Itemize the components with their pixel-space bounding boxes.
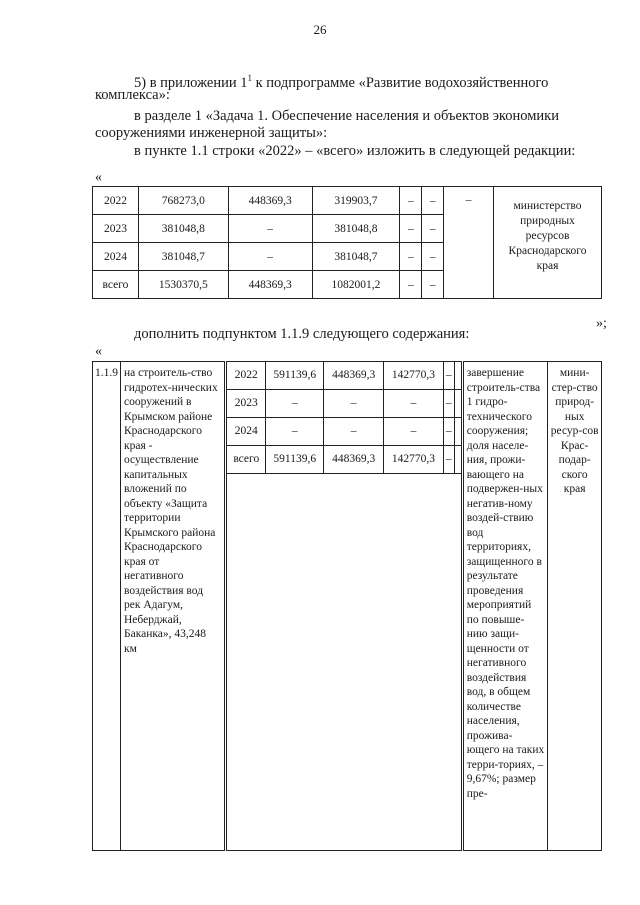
total-cell: 381048,8 <box>138 215 228 243</box>
year-cell: 2022 <box>93 187 139 215</box>
federal-cell: 448369,3 <box>324 362 384 390</box>
federal-cell: 448369,3 <box>228 271 312 299</box>
funding-cell <box>226 362 462 851</box>
regional-cell: – <box>384 418 444 446</box>
regional-cell: 381048,7 <box>312 243 400 271</box>
local-cell: – <box>400 187 422 215</box>
year-cell: 2024 <box>93 243 139 271</box>
year-cell: всего <box>93 271 139 299</box>
total-cell: 768273,0 <box>138 187 228 215</box>
total-cell: 1530370,5 <box>138 271 228 299</box>
federal-cell: 448369,3 <box>324 446 384 474</box>
superscript: 1 <box>247 73 252 83</box>
paragraph-line: сооружениями инженерной защиты»: <box>95 125 328 141</box>
table-row <box>227 390 460 418</box>
local-cell: – <box>443 418 454 446</box>
paragraph-section: в разделе 1 «Задача 1. Обеспечение населения и объектов экономики <box>134 108 559 124</box>
funding-subtable <box>227 362 460 474</box>
item-code-cell: 1.1.9 <box>93 362 121 851</box>
regional-cell: 142770,3 <box>384 362 444 390</box>
year-cell: 2024 <box>227 418 265 446</box>
extra-cell <box>454 446 461 474</box>
paragraph-item-5 <box>134 70 548 92</box>
extra-cell <box>454 418 461 446</box>
close-quote: »; <box>596 316 607 331</box>
regional-cell: 381048,8 <box>312 215 400 243</box>
table-row <box>227 362 460 390</box>
paragraph-text: 5) в приложении 1 <box>134 74 248 91</box>
paragraph-addition: дополнить подпунктом 1.1.9 следующего содержания: <box>134 326 470 342</box>
result-text: – <box>465 194 472 206</box>
result-cell <box>444 187 494 299</box>
page-number: 26 <box>313 22 327 37</box>
total-cell: 381048,7 <box>138 243 228 271</box>
funding-table-2 <box>92 361 602 851</box>
table-row <box>93 362 602 851</box>
extra-cell: – <box>422 243 444 271</box>
open-quote: « <box>95 170 102 185</box>
regional-cell: 319903,7 <box>312 187 400 215</box>
local-cell: – <box>443 390 454 418</box>
local-cell: – <box>443 362 454 390</box>
federal-cell: – <box>228 215 312 243</box>
extra-cell <box>454 362 461 390</box>
extra-cell <box>454 390 461 418</box>
regional-cell: 1082001,2 <box>312 271 400 299</box>
year-cell: 2022 <box>227 362 265 390</box>
funding-table-1 <box>92 186 602 299</box>
federal-cell: – <box>228 243 312 271</box>
paragraph-text: к подпрограмме «Развитие водохозяйственного <box>252 74 549 91</box>
description-cell: на строитель-ство гидротех-нических сооружений в Крымском районе Краснодарского края - осуществление капитальных вложений по объекту «Защита территории Крымского района Краснодарского края от негативного воздействия вод рек Адагум, Неберджай, Баканка», 43,248 км <box>121 362 226 851</box>
table-row <box>227 446 460 474</box>
ministry-cell <box>494 187 602 299</box>
table-row <box>227 418 460 446</box>
local-cell: – <box>443 446 454 474</box>
total-cell: – <box>266 418 324 446</box>
year-cell: 2023 <box>227 390 265 418</box>
result-cell: завершение строитель-ства 1 гидро-технического сооружения; доля населе-ния, прожи-вающего на подвержен-ных негатив-ному воздей-ствию вод территориях, защищенного в результате проведения мероприятий по повыше-нию защи-щенности от негативного воздействия вод, в общем количестве населения, прожива-ющего на таких терри-ториях, – 9,67%; размер пре- <box>462 362 548 851</box>
federal-cell: – <box>324 418 384 446</box>
regional-cell: – <box>384 390 444 418</box>
regional-cell: 142770,3 <box>384 446 444 474</box>
total-cell: 591139,6 <box>266 446 324 474</box>
local-cell: – <box>400 271 422 299</box>
ministry-text: министерство природных ресурсов Краснодарского края <box>508 200 587 272</box>
paragraph-line: комплекса»: <box>95 87 170 103</box>
ministry-cell: мини-стер-ство природ-ных ресур-сов Крас-подар-ского края <box>548 362 602 851</box>
federal-cell: 448369,3 <box>228 187 312 215</box>
local-cell: – <box>400 243 422 271</box>
extra-cell: – <box>422 215 444 243</box>
year-cell: 2023 <box>93 215 139 243</box>
total-cell: 591139,6 <box>266 362 324 390</box>
local-cell: – <box>400 215 422 243</box>
year-cell: всего <box>227 446 265 474</box>
federal-cell: – <box>324 390 384 418</box>
paragraph-point: в пункте 1.1 строки «2022» – «всего» изложить в следующей редакции: <box>134 143 576 159</box>
table-row <box>93 187 602 215</box>
extra-cell: – <box>422 187 444 215</box>
total-cell: – <box>266 390 324 418</box>
extra-cell: – <box>422 271 444 299</box>
open-quote: « <box>95 344 102 359</box>
